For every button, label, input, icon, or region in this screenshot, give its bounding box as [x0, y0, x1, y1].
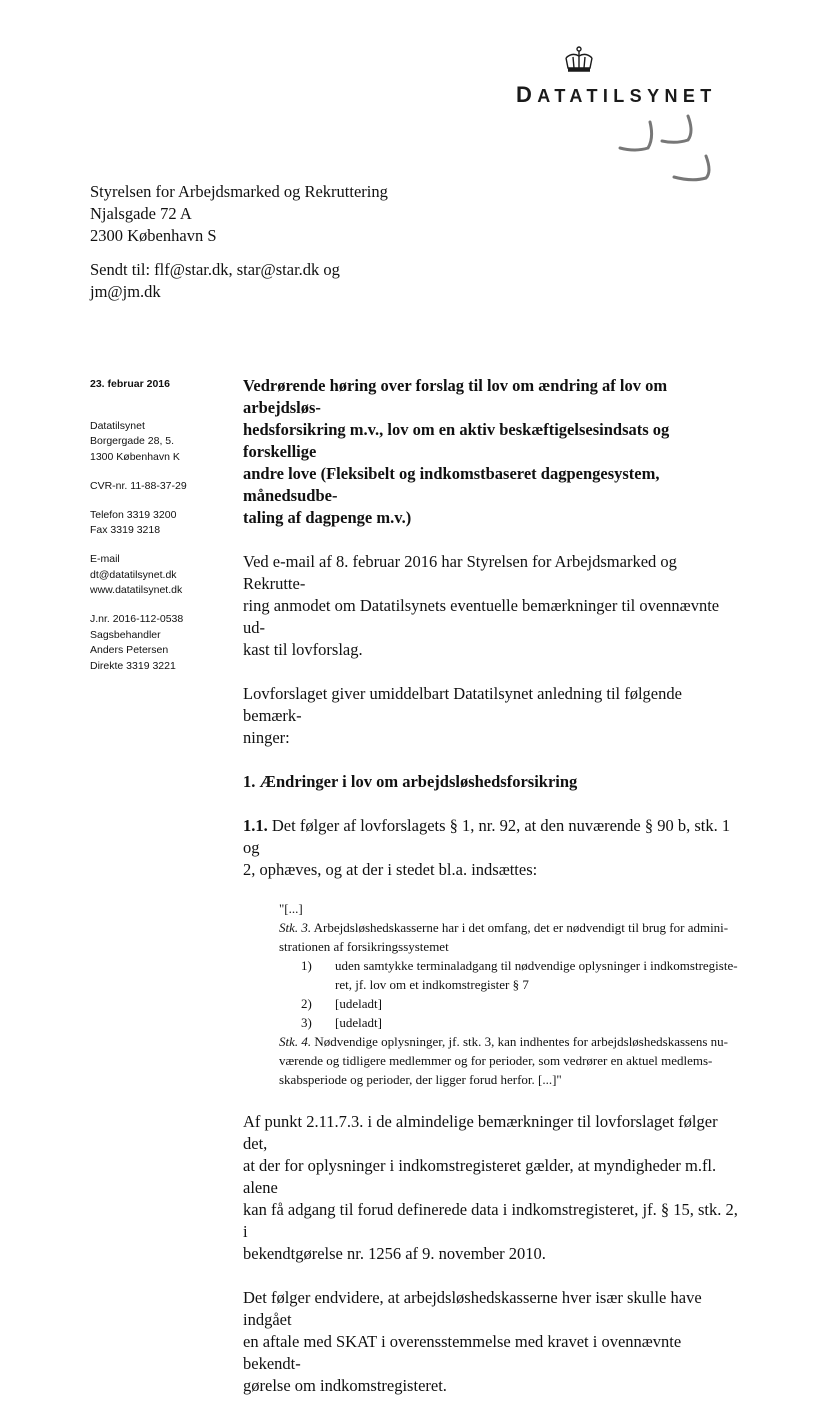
text-line: ninger:: [243, 728, 290, 747]
text-line: Arbejdsløshedskasserne har i det omfang, det er nødvendigt til brug for admini-: [311, 920, 729, 935]
text-line: ret, jf. lov om et indkomstregister § 7: [335, 977, 529, 992]
subject-line: hedsforsikring m.v., lov om en aktiv beskæftigelsesindsats og forskellige: [243, 420, 670, 461]
list-item: [301, 956, 749, 994]
website: www.datatilsynet.dk: [90, 584, 183, 596]
subject-line: Vedrørende høring over forslag til lov om ændring af lov om arbejdsløs-: [243, 376, 668, 417]
handwritten-mark: [610, 110, 720, 190]
list-item: [301, 1013, 749, 1032]
direct-phone: Direkte 3319 3221: [90, 659, 176, 672]
provision-list: [279, 956, 749, 1032]
datatilsynet-logo: [510, 46, 730, 106]
text-line: uden samtykke terminaladgang til nødvendige oplysninger i indkomstregiste-: [335, 958, 738, 973]
text-line: strationen af forsikringssystemet: [279, 939, 449, 954]
paragraph-5: [243, 1287, 743, 1397]
case-handler-label: Sagsbehandler: [90, 628, 161, 641]
logo-wordmark: DATATILSYNET: [516, 82, 717, 107]
org-line: Borgergade 28, 5.: [90, 435, 175, 447]
stk-label: Stk. 3.: [279, 920, 312, 935]
text-line: Det følger af lovforslagets § 1, nr. 92, at den nuværende § 90 b, stk. 1 og: [243, 816, 731, 857]
section-number: 1.1.: [243, 816, 268, 835]
email-label: E-mail: [90, 553, 120, 565]
sent-to-line: Sendt til: flf@star.dk, star@star.dk og: [90, 260, 340, 279]
recipient-line: 2300 København S: [90, 226, 217, 245]
text-line: Ved e-mail af 8. februar 2016 har Styrelsen for Arbejdsmarked og Rekrutte-: [243, 552, 677, 593]
paragraph-1: [243, 551, 743, 661]
text-line: Lovforslaget giver umiddelbart Datatilsynet anledning til følgende bemærk-: [243, 684, 682, 725]
item-number: 2): [301, 996, 312, 1011]
text-line: kast til lovforslag.: [243, 640, 363, 659]
text-line: Nødvendige oplysninger, jf. stk. 3, kan indhentes for arbejdsløshedskassens nu-: [311, 1034, 728, 1049]
crown-icon: [562, 46, 596, 76]
letter-date: 23. februar 2016: [90, 378, 170, 390]
text-line: ring anmodet om Datatilsynets eventuelle bemærkninger til ovennævnte ud-: [243, 596, 720, 637]
sender-sidebar: [90, 377, 230, 688]
text-line: værende og tidligere medlemmer og for perioder, som vedrører en aktuel medlems-: [279, 1053, 713, 1068]
sent-to-line: jm@jm.dk: [90, 282, 161, 301]
recipient-line: Njalsgade 72 A: [90, 204, 192, 223]
item-number: 1): [301, 958, 312, 973]
stk-4: [279, 1032, 749, 1089]
section-heading: 1. Ændringer i lov om arbejdsløshedsforsikring: [243, 772, 578, 791]
subject-line: andre love (Fleksibelt og indkomstbaseret dagpengesystem, månedsudbe-: [243, 464, 660, 505]
subject-line: taling af dagpenge m.v.): [243, 508, 412, 527]
quote-open: "[...]: [279, 901, 303, 916]
stk-3: [279, 918, 749, 956]
cvr-number: CVR-nr. 11-88-37-29: [90, 479, 187, 492]
paragraph-3: [243, 815, 743, 881]
list-item: [301, 994, 749, 1013]
text-line: at der for oplysninger i indkomstregisteret gælder, at myndigheder m.fl. alene: [243, 1156, 717, 1197]
text-line: [udeladt]: [335, 996, 382, 1011]
case-handler-name: Anders Petersen: [90, 644, 169, 656]
org-line: Datatilsynet: [90, 419, 145, 432]
sent-to: [90, 259, 340, 303]
text-line: bekendtgørelse nr. 1256 af 9. november 2010.: [243, 1244, 546, 1263]
text-line: Af punkt 2.11.7.3. i de almindelige bemærkninger til lovforslaget følger det,: [243, 1112, 718, 1153]
letter-body: [243, 375, 743, 1419]
text-line: en aftale med SKAT i overensstemmelse med kravet i ovennævnte bekendt-: [243, 1332, 682, 1373]
text-line: Det følger endvidere, at arbejdsløshedskasserne hver især skulle have indgået: [243, 1288, 702, 1329]
recipient-line: Styrelsen for Arbejdsmarked og Rekruttering: [90, 182, 388, 201]
email-address: dt@datatilsynet.dk: [90, 568, 177, 581]
quoted-provision: [279, 899, 749, 1089]
phone-line: Telefon 3319 3200: [90, 508, 177, 521]
recipient-address: [90, 181, 388, 247]
paragraph-2: [243, 683, 743, 749]
case-number: J.nr. 2016-112-0538: [90, 613, 184, 625]
fax-line: Fax 3319 3218: [90, 524, 161, 536]
text-line: kan få adgang til forud definerede data i indkomstregisteret, jf. § 15, stk. 2, i: [243, 1200, 738, 1241]
org-line: 1300 København K: [90, 450, 180, 463]
text-line: [udeladt]: [335, 1015, 382, 1030]
subject: [243, 375, 743, 529]
stk-label: Stk. 4.: [279, 1034, 312, 1049]
text-line: gørelse om indkomstregisteret.: [243, 1376, 447, 1395]
text-line: skabsperiode og perioder, der ligger forud herfor. [...]": [279, 1072, 562, 1087]
text-line: 2, ophæves, og at der i stedet bl.a. indsættes:: [243, 860, 538, 879]
item-number: 3): [301, 1015, 312, 1030]
paragraph-4: [243, 1111, 743, 1265]
